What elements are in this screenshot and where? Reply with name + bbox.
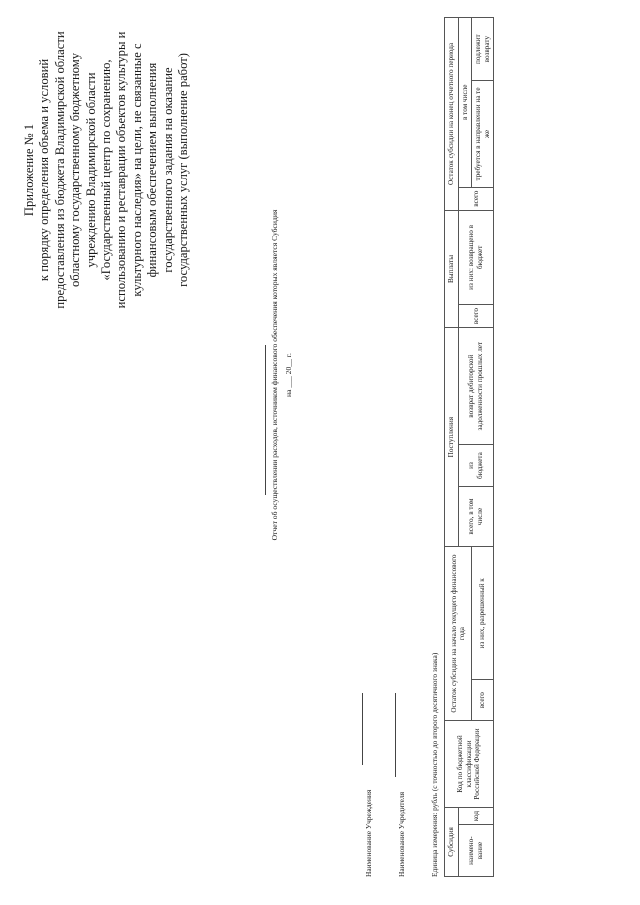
appendix-line: использованию и реставрации объектов культуры и [114,31,129,309]
receipts-budget-header: из бюджета [458,445,494,487]
appendix-line: Приложение № 1 [22,123,36,217]
unit-label: Единица измерения: рубль (с точностью до второго десятичного знака) [430,652,439,877]
receipts-total-header: всего, в том числе [458,486,494,546]
appendix-header [22,25,191,315]
report-title: Отчет об осуществлении расходов, источником финансового обеспечения которых является Субсидия [270,209,279,541]
founder-label: Наименование Учредителя [397,791,406,877]
institution-label: Наименование Учреждения [364,789,373,877]
appendix-line: учреждению Владимирской области [83,72,98,268]
receipts-return-header: возврат дебиторской задолженности прошлых лет [458,328,494,445]
appendix-line: финансовым обеспечением выполнения [145,62,160,278]
appendix-line: государственных услуг (выполнение работ) [176,53,191,287]
founder-rule [395,693,396,777]
rotated-page [12,15,632,895]
balance-start-allowed-header: из них, разрешенный к [472,547,494,680]
subsidy-code-header: код [458,807,494,824]
institution-rule [362,693,363,765]
subsidy-name-header: наимено-вание [458,825,494,877]
balance-end-return-header: подлежит возврату [472,18,494,81]
balance-end-total-header: всего [458,187,494,210]
payments-header: Выплаты [445,210,459,327]
receipts-header: Поступления [445,328,459,547]
appendix-line: к порядку определения объема и условий [37,58,52,282]
balance-end-required-header: требуется в направлении на те же [472,81,494,187]
balance-end-header: Остаток субсидии на конец отчетного периода [445,18,459,211]
budget-code-header: Код по бюджетной классификации Российской Федерации [445,720,494,807]
report-table [444,17,494,877]
payments-total-header: всего [458,304,494,327]
appendix-line: культурного наследия» на цели, не связанные с [129,43,144,297]
report-date: на ___ 20__ г. [284,353,293,397]
appendix-line: областному государственному бюджетному [68,52,83,288]
appendix-line: предоставления из бюджета Владимирской области [52,31,67,309]
balance-start-header: Остаток субсидии на начало текущего финансового года [445,547,472,721]
subsidy-header: Субсидия [445,807,459,876]
balance-start-total-header: всего [472,680,494,721]
balance-end-incl-header: в том числе [458,18,472,188]
appendix-line: государственного задания на оказание [160,67,175,273]
payments-returned-header: из них: возвращено в бюджет [458,210,494,304]
appendix-line: «Государственный центр по сохранению, [99,59,114,281]
date-rule [265,345,266,495]
